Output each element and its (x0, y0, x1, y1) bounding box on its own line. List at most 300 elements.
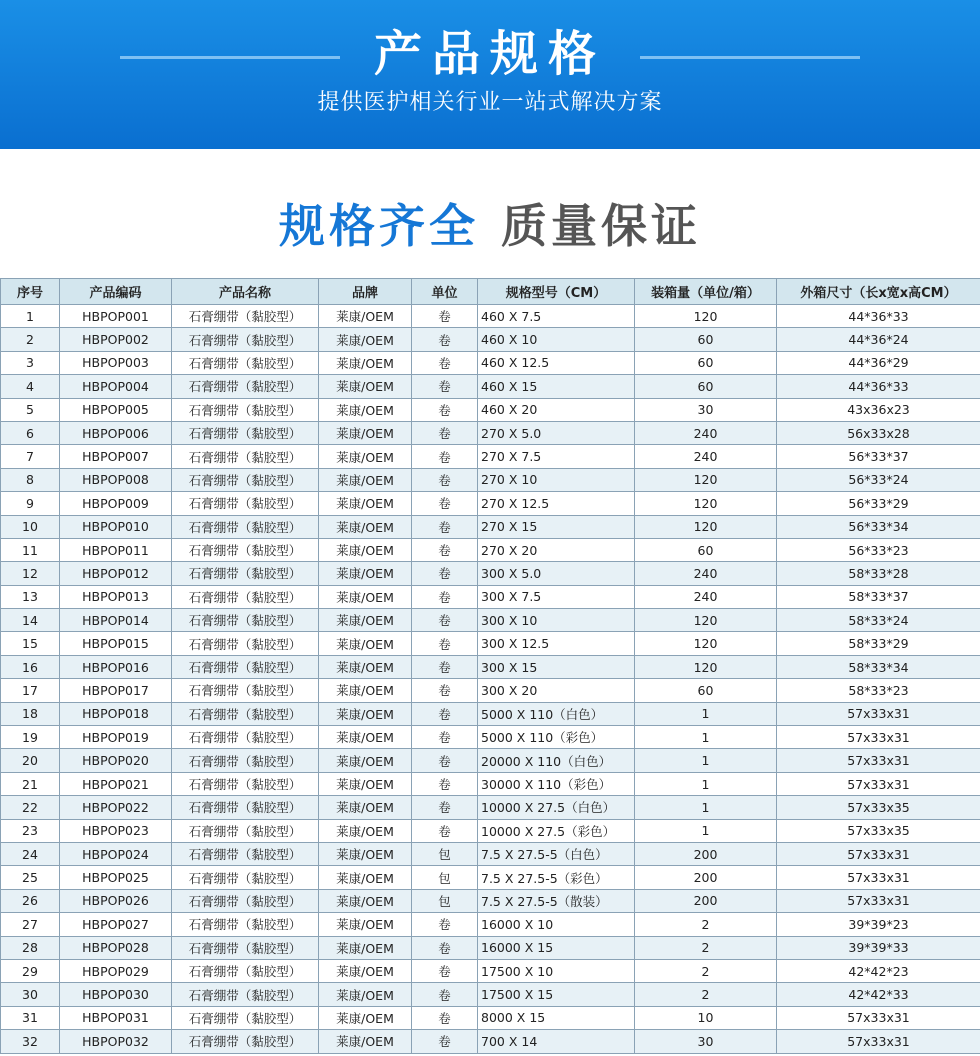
cell-col-qty: 60 (635, 375, 777, 398)
cell-col-name: 石膏绷带（黏胶型） (172, 889, 319, 912)
cell-col-qty: 240 (635, 421, 777, 444)
table-header (1, 279, 980, 305)
cell-col-brand: 莱康/OEM (319, 772, 412, 795)
cell-col-unit: 卷 (412, 398, 478, 421)
cell-col-spec: 10000 X 27.5（白色） (478, 796, 635, 819)
cell-col-carton: 57x33x31 (777, 772, 980, 795)
cell-col-brand: 莱康/OEM (319, 538, 412, 561)
cell-col-carton: 57x33x31 (777, 842, 980, 865)
cell-col-spec: 7.5 X 27.5-5（白色） (478, 842, 635, 865)
cell-col-spec: 5000 X 110（彩色） (478, 726, 635, 749)
table-row (1, 959, 980, 982)
cell-col-spec: 10000 X 27.5（彩色） (478, 819, 635, 842)
cell-col-unit: 卷 (412, 679, 478, 702)
cell-col-spec: 300 X 20 (478, 679, 635, 702)
cell-col-carton: 57x33x31 (777, 866, 980, 889)
cell-col-code: HBPOP019 (60, 726, 172, 749)
cell-col-qty: 2 (635, 959, 777, 982)
cell-col-qty: 1 (635, 726, 777, 749)
table-row (1, 562, 980, 585)
cell-col-name: 石膏绷带（黏胶型） (172, 772, 319, 795)
cell-col-qty: 120 (635, 515, 777, 538)
cell-col-index: 22 (1, 796, 60, 819)
cell-col-unit: 卷 (412, 726, 478, 749)
cell-col-unit: 卷 (412, 983, 478, 1006)
cell-col-qty: 30 (635, 1030, 777, 1053)
cell-col-carton: 58*33*23 (777, 679, 980, 702)
cell-col-brand: 莱康/OEM (319, 632, 412, 655)
cell-col-index: 21 (1, 772, 60, 795)
cell-col-carton: 44*36*29 (777, 351, 980, 374)
cell-col-qty: 200 (635, 889, 777, 912)
table-row (1, 305, 980, 328)
cell-col-name: 石膏绷带（黏胶型） (172, 585, 319, 608)
cell-col-carton: 58*33*37 (777, 585, 980, 608)
cell-col-carton: 56*33*24 (777, 468, 980, 491)
cell-col-brand: 莱康/OEM (319, 726, 412, 749)
cell-col-qty: 60 (635, 538, 777, 561)
cell-col-code: HBPOP008 (60, 468, 172, 491)
cell-col-unit: 卷 (412, 421, 478, 444)
cell-col-unit: 卷 (412, 959, 478, 982)
table-row (1, 796, 980, 819)
cell-col-qty: 120 (635, 655, 777, 678)
cell-col-spec: 460 X 20 (478, 398, 635, 421)
table-row (1, 468, 980, 491)
cell-col-code: HBPOP020 (60, 749, 172, 772)
cell-col-name: 石膏绷带（黏胶型） (172, 492, 319, 515)
cell-col-index: 32 (1, 1030, 60, 1053)
cell-col-spec: 8000 X 15 (478, 1006, 635, 1029)
cell-col-unit: 卷 (412, 562, 478, 585)
cell-col-index: 14 (1, 609, 60, 632)
cell-col-unit: 卷 (412, 585, 478, 608)
cell-col-brand: 莱康/OEM (319, 889, 412, 912)
cell-col-qty: 240 (635, 445, 777, 468)
table-row (1, 351, 980, 374)
cell-col-qty: 2 (635, 936, 777, 959)
cell-col-index: 4 (1, 375, 60, 398)
cell-col-unit: 卷 (412, 749, 478, 772)
slogan-part-1: 规格齐全 (279, 199, 479, 253)
cell-col-index: 11 (1, 538, 60, 561)
banner-title: 产品规格 (373, 26, 606, 82)
cell-col-brand: 莱康/OEM (319, 936, 412, 959)
cell-col-index: 24 (1, 842, 60, 865)
cell-col-index: 23 (1, 819, 60, 842)
cell-col-brand: 莱康/OEM (319, 679, 412, 702)
cell-col-name: 石膏绷带（黏胶型） (172, 726, 319, 749)
header-col-qty: 装箱量（单位/箱） (635, 279, 777, 305)
cell-col-unit: 卷 (412, 1030, 478, 1053)
cell-col-carton: 56*33*23 (777, 538, 980, 561)
cell-col-spec: 300 X 10 (478, 609, 635, 632)
cell-col-code: HBPOP029 (60, 959, 172, 982)
table-row (1, 655, 980, 678)
cell-col-index: 18 (1, 702, 60, 725)
cell-col-spec: 460 X 12.5 (478, 351, 635, 374)
cell-col-qty: 2 (635, 913, 777, 936)
cell-col-index: 19 (1, 726, 60, 749)
cell-col-name: 石膏绷带（黏胶型） (172, 959, 319, 982)
cell-col-name: 石膏绷带（黏胶型） (172, 562, 319, 585)
cell-col-unit: 卷 (412, 772, 478, 795)
cell-col-unit: 卷 (412, 305, 478, 328)
cell-col-brand: 莱康/OEM (319, 398, 412, 421)
cell-col-unit: 卷 (412, 375, 478, 398)
header-col-carton: 外箱尺寸（长x宽x高CM） (777, 279, 980, 305)
cell-col-spec: 300 X 12.5 (478, 632, 635, 655)
cell-col-carton: 57x33x31 (777, 702, 980, 725)
cell-col-unit: 卷 (412, 468, 478, 491)
table-row (1, 749, 980, 772)
cell-col-brand: 莱康/OEM (319, 842, 412, 865)
cell-col-name: 石膏绷带（黏胶型） (172, 702, 319, 725)
cell-col-brand: 莱康/OEM (319, 655, 412, 678)
table-row (1, 772, 980, 795)
table-row (1, 538, 980, 561)
cell-col-spec: 300 X 15 (478, 655, 635, 678)
cell-col-qty: 10 (635, 1006, 777, 1029)
cell-col-spec: 270 X 7.5 (478, 445, 635, 468)
cell-col-carton: 44*36*24 (777, 328, 980, 351)
cell-col-carton: 57x33x31 (777, 1006, 980, 1029)
cell-col-index: 25 (1, 866, 60, 889)
cell-col-name: 石膏绷带（黏胶型） (172, 796, 319, 819)
cell-col-spec: 270 X 15 (478, 515, 635, 538)
cell-col-name: 石膏绷带（黏胶型） (172, 445, 319, 468)
cell-col-brand: 莱康/OEM (319, 913, 412, 936)
cell-col-carton: 57x33x31 (777, 889, 980, 912)
table-row (1, 913, 980, 936)
table-row (1, 1006, 980, 1029)
table-row (1, 983, 980, 1006)
spec-table (0, 278, 980, 1054)
cell-col-spec: 270 X 12.5 (478, 492, 635, 515)
cell-col-unit: 卷 (412, 936, 478, 959)
cell-col-index: 5 (1, 398, 60, 421)
table-row (1, 679, 980, 702)
cell-col-index: 17 (1, 679, 60, 702)
cell-col-qty: 60 (635, 679, 777, 702)
cell-col-spec: 700 X 14 (478, 1030, 635, 1053)
cell-col-code: HBPOP006 (60, 421, 172, 444)
cell-col-code: HBPOP023 (60, 819, 172, 842)
cell-col-code: HBPOP028 (60, 936, 172, 959)
cell-col-qty: 2 (635, 983, 777, 1006)
cell-col-brand: 莱康/OEM (319, 375, 412, 398)
cell-col-code: HBPOP011 (60, 538, 172, 561)
cell-col-carton: 58*33*29 (777, 632, 980, 655)
table-row (1, 632, 980, 655)
cell-col-qty: 1 (635, 749, 777, 772)
cell-col-carton: 57x33x31 (777, 726, 980, 749)
cell-col-code: HBPOP012 (60, 562, 172, 585)
cell-col-name: 石膏绷带（黏胶型） (172, 819, 319, 842)
cell-col-index: 20 (1, 749, 60, 772)
cell-col-qty: 200 (635, 866, 777, 889)
cell-col-brand: 莱康/OEM (319, 585, 412, 608)
cell-col-qty: 120 (635, 492, 777, 515)
cell-col-code: HBPOP031 (60, 1006, 172, 1029)
cell-col-carton: 56x33x28 (777, 421, 980, 444)
cell-col-name: 石膏绷带（黏胶型） (172, 468, 319, 491)
cell-col-brand: 莱康/OEM (319, 749, 412, 772)
cell-col-index: 10 (1, 515, 60, 538)
cell-col-carton: 44*36*33 (777, 305, 980, 328)
cell-col-spec: 7.5 X 27.5-5（彩色） (478, 866, 635, 889)
cell-col-brand: 莱康/OEM (319, 702, 412, 725)
cell-col-code: HBPOP013 (60, 585, 172, 608)
cell-col-carton: 57x33x31 (777, 749, 980, 772)
cell-col-qty: 1 (635, 819, 777, 842)
cell-col-name: 石膏绷带（黏胶型） (172, 842, 319, 865)
cell-col-brand: 莱康/OEM (319, 351, 412, 374)
header-col-spec: 规格型号（CM） (478, 279, 635, 305)
cell-col-carton: 56*33*34 (777, 515, 980, 538)
cell-col-name: 石膏绷带（黏胶型） (172, 1006, 319, 1029)
cell-col-code: HBPOP027 (60, 913, 172, 936)
cell-col-code: HBPOP004 (60, 375, 172, 398)
table-row (1, 609, 980, 632)
cell-col-index: 31 (1, 1006, 60, 1029)
table-row (1, 445, 980, 468)
cell-col-carton: 42*42*23 (777, 959, 980, 982)
cell-col-unit: 包 (412, 842, 478, 865)
table-row (1, 866, 980, 889)
slogan-part-2: 质量保证 (501, 199, 701, 253)
table-row (1, 726, 980, 749)
cell-col-carton: 56*33*37 (777, 445, 980, 468)
cell-col-brand: 莱康/OEM (319, 468, 412, 491)
cell-col-code: HBPOP032 (60, 1030, 172, 1053)
cell-col-qty: 1 (635, 796, 777, 819)
banner-subtitle: 提供医护相关行业一站式解决方案 (317, 90, 663, 115)
cell-col-spec: 7.5 X 27.5-5（散装） (478, 889, 635, 912)
cell-col-carton: 58*33*34 (777, 655, 980, 678)
cell-col-index: 16 (1, 655, 60, 678)
cell-col-unit: 卷 (412, 819, 478, 842)
cell-col-carton: 56*33*29 (777, 492, 980, 515)
cell-col-name: 石膏绷带（黏胶型） (172, 351, 319, 374)
cell-col-spec: 16000 X 10 (478, 913, 635, 936)
cell-col-spec: 17500 X 15 (478, 983, 635, 1006)
cell-col-qty: 60 (635, 351, 777, 374)
cell-col-code: HBPOP021 (60, 772, 172, 795)
cell-col-name: 石膏绷带（黏胶型） (172, 866, 319, 889)
cell-col-brand: 莱康/OEM (319, 609, 412, 632)
cell-col-index: 13 (1, 585, 60, 608)
cell-col-brand: 莱康/OEM (319, 515, 412, 538)
table-row (1, 842, 980, 865)
cell-col-spec: 30000 X 110（彩色） (478, 772, 635, 795)
table-row (1, 889, 980, 912)
cell-col-brand: 莱康/OEM (319, 866, 412, 889)
cell-col-brand: 莱康/OEM (319, 959, 412, 982)
cell-col-code: HBPOP015 (60, 632, 172, 655)
cell-col-brand: 莱康/OEM (319, 1006, 412, 1029)
cell-col-index: 15 (1, 632, 60, 655)
cell-col-code: HBPOP026 (60, 889, 172, 912)
cell-col-carton: 57x33x35 (777, 796, 980, 819)
cell-col-name: 石膏绷带（黏胶型） (172, 632, 319, 655)
cell-col-code: HBPOP010 (60, 515, 172, 538)
cell-col-qty: 120 (635, 305, 777, 328)
cell-col-qty: 240 (635, 562, 777, 585)
cell-col-code: HBPOP024 (60, 842, 172, 865)
cell-col-spec: 17500 X 10 (478, 959, 635, 982)
cell-col-code: HBPOP017 (60, 679, 172, 702)
table-row (1, 515, 980, 538)
cell-col-name: 石膏绷带（黏胶型） (172, 655, 319, 678)
cell-col-name: 石膏绷带（黏胶型） (172, 609, 319, 632)
cell-col-index: 1 (1, 305, 60, 328)
cell-col-qty: 120 (635, 468, 777, 491)
cell-col-code: HBPOP002 (60, 328, 172, 351)
cell-col-index: 27 (1, 913, 60, 936)
cell-col-carton: 57x33x35 (777, 819, 980, 842)
cell-col-code: HBPOP018 (60, 702, 172, 725)
cell-col-name: 石膏绷带（黏胶型） (172, 936, 319, 959)
cell-col-qty: 60 (635, 328, 777, 351)
table-row (1, 1030, 980, 1053)
cell-col-unit: 卷 (412, 655, 478, 678)
cell-col-unit: 卷 (412, 538, 478, 561)
cell-col-name: 石膏绷带（黏胶型） (172, 983, 319, 1006)
cell-col-spec: 270 X 20 (478, 538, 635, 561)
table-row (1, 492, 980, 515)
cell-col-spec: 270 X 5.0 (478, 421, 635, 444)
cell-col-brand: 莱康/OEM (319, 445, 412, 468)
header-banner (0, 0, 980, 149)
cell-col-brand: 莱康/OEM (319, 328, 412, 351)
table-body (1, 305, 980, 1054)
cell-col-brand: 莱康/OEM (319, 819, 412, 842)
cell-col-code: HBPOP022 (60, 796, 172, 819)
table-row (1, 936, 980, 959)
cell-col-name: 石膏绷带（黏胶型） (172, 375, 319, 398)
cell-col-brand: 莱康/OEM (319, 983, 412, 1006)
cell-col-name: 石膏绷带（黏胶型） (172, 328, 319, 351)
cell-col-name: 石膏绷带（黏胶型） (172, 538, 319, 561)
cell-col-name: 石膏绷带（黏胶型） (172, 421, 319, 444)
cell-col-unit: 卷 (412, 351, 478, 374)
cell-col-spec: 20000 X 110（白色） (478, 749, 635, 772)
cell-col-index: 8 (1, 468, 60, 491)
header-col-name: 产品名称 (172, 279, 319, 305)
cell-col-name: 石膏绷带（黏胶型） (172, 1030, 319, 1053)
cell-col-unit: 包 (412, 889, 478, 912)
cell-col-unit: 包 (412, 866, 478, 889)
cell-col-carton: 39*39*33 (777, 936, 980, 959)
cell-col-unit: 卷 (412, 913, 478, 936)
header-col-index: 序号 (1, 279, 60, 305)
cell-col-qty: 30 (635, 398, 777, 421)
table-row (1, 819, 980, 842)
cell-col-name: 石膏绷带（黏胶型） (172, 679, 319, 702)
cell-col-brand: 莱康/OEM (319, 492, 412, 515)
cell-col-name: 石膏绷带（黏胶型） (172, 305, 319, 328)
cell-col-code: HBPOP007 (60, 445, 172, 468)
cell-col-carton: 58*33*24 (777, 609, 980, 632)
cell-col-unit: 卷 (412, 492, 478, 515)
cell-col-spec: 270 X 10 (478, 468, 635, 491)
cell-col-index: 6 (1, 421, 60, 444)
cell-col-spec: 300 X 5.0 (478, 562, 635, 585)
cell-col-spec: 460 X 7.5 (478, 305, 635, 328)
cell-col-unit: 卷 (412, 328, 478, 351)
cell-col-brand: 莱康/OEM (319, 562, 412, 585)
cell-col-code: HBPOP030 (60, 983, 172, 1006)
cell-col-carton: 44*36*33 (777, 375, 980, 398)
header-col-brand: 品牌 (319, 279, 412, 305)
cell-col-index: 26 (1, 889, 60, 912)
table-row (1, 421, 980, 444)
table-row (1, 328, 980, 351)
cell-col-unit: 卷 (412, 796, 478, 819)
cell-col-index: 7 (1, 445, 60, 468)
cell-col-name: 石膏绷带（黏胶型） (172, 913, 319, 936)
cell-col-code: HBPOP001 (60, 305, 172, 328)
cell-col-unit: 卷 (412, 702, 478, 725)
header-col-code: 产品编码 (60, 279, 172, 305)
cell-col-qty: 1 (635, 702, 777, 725)
cell-col-qty: 240 (635, 585, 777, 608)
cell-col-unit: 卷 (412, 632, 478, 655)
cell-col-carton: 42*42*33 (777, 983, 980, 1006)
cell-col-unit: 卷 (412, 609, 478, 632)
cell-col-carton: 43x36x23 (777, 398, 980, 421)
cell-col-code: HBPOP005 (60, 398, 172, 421)
cell-col-spec: 460 X 10 (478, 328, 635, 351)
table-row (1, 585, 980, 608)
cell-col-name: 石膏绷带（黏胶型） (172, 515, 319, 538)
cell-col-unit: 卷 (412, 1006, 478, 1029)
cell-col-qty: 200 (635, 842, 777, 865)
cell-col-brand: 莱康/OEM (319, 796, 412, 819)
cell-col-index: 12 (1, 562, 60, 585)
cell-col-code: HBPOP014 (60, 609, 172, 632)
cell-col-carton: 58*33*28 (777, 562, 980, 585)
cell-col-spec: 300 X 7.5 (478, 585, 635, 608)
cell-col-spec: 16000 X 15 (478, 936, 635, 959)
cell-col-index: 3 (1, 351, 60, 374)
cell-col-index: 2 (1, 328, 60, 351)
cell-col-brand: 莱康/OEM (319, 1030, 412, 1053)
header-col-unit: 单位 (412, 279, 478, 305)
cell-col-index: 30 (1, 983, 60, 1006)
cell-col-index: 9 (1, 492, 60, 515)
cell-col-spec: 460 X 15 (478, 375, 635, 398)
cell-col-code: HBPOP003 (60, 351, 172, 374)
cell-col-spec: 5000 X 110（白色） (478, 702, 635, 725)
cell-col-brand: 莱康/OEM (319, 305, 412, 328)
cell-col-name: 石膏绷带（黏胶型） (172, 398, 319, 421)
cell-col-code: HBPOP009 (60, 492, 172, 515)
cell-col-qty: 120 (635, 609, 777, 632)
table-row (1, 702, 980, 725)
cell-col-brand: 莱康/OEM (319, 421, 412, 444)
slogan (0, 196, 980, 256)
cell-col-name: 石膏绷带（黏胶型） (172, 749, 319, 772)
table-row (1, 398, 980, 421)
table-header-row (1, 279, 980, 305)
cell-col-unit: 卷 (412, 445, 478, 468)
cell-col-carton: 39*39*23 (777, 913, 980, 936)
cell-col-code: HBPOP025 (60, 866, 172, 889)
table-row (1, 375, 980, 398)
cell-col-index: 29 (1, 959, 60, 982)
